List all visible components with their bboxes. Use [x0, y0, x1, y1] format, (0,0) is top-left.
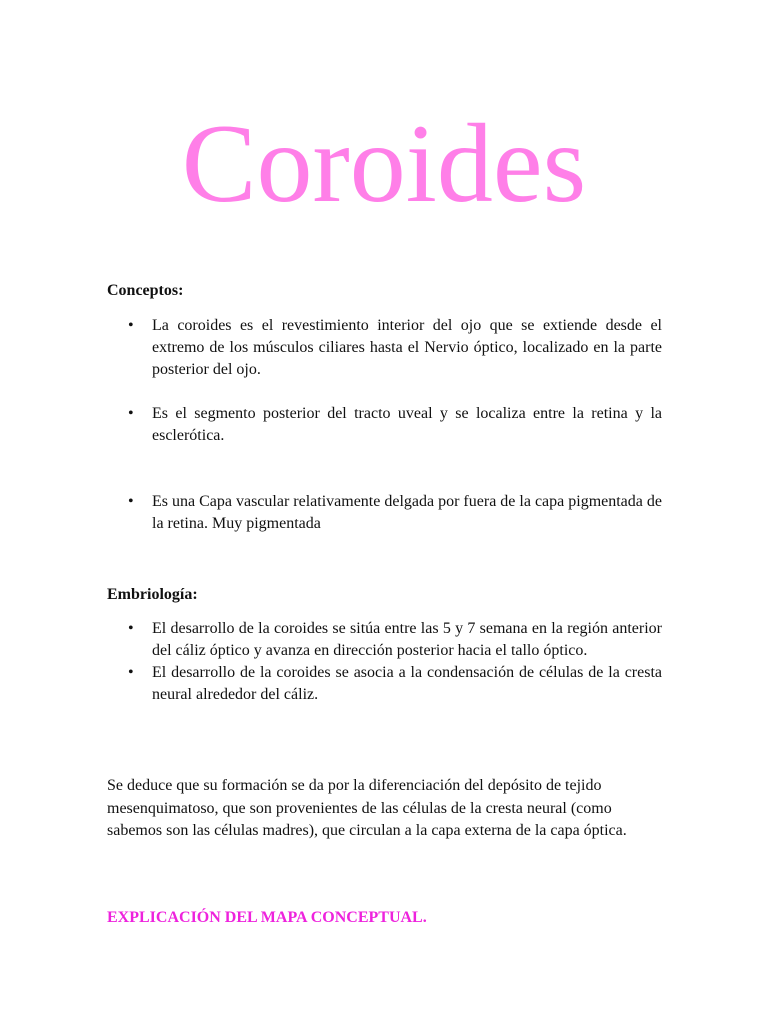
page-title: Coroides: [181, 102, 587, 226]
list-item-text: Es el segmento posterior del tracto uveal y se localiza entre la retina y la esclerótica.: [152, 405, 662, 444]
conclusion-paragraph: Se deduce que su formación se da por la diferenciación del depósito de tejido mesenquimatoso, que son provenientes de las células de la cresta neural (como sabemos son las células madres), que circulan a la capa externa de la capa óptica.: [107, 777, 627, 839]
list-item-text: El desarrollo de la coroides se asocia a la condensación de células de la cresta neural alrededor del cáliz.: [152, 664, 662, 703]
list-item-text: La coroides es el revestimiento interior del ojo que se extiende desde el extremo de los músculos ciliares hasta el Nervio óptico, localizado en la parte posterior del ojo.: [152, 317, 662, 378]
list-item: [107, 618, 662, 662]
list-item: [107, 315, 662, 381]
bullet-icon: •: [128, 620, 134, 637]
embriologia-heading: Embriología:: [107, 586, 198, 603]
bullet-icon: •: [128, 317, 134, 334]
list-item: [107, 662, 662, 706]
embriologia-list: [107, 618, 662, 706]
bullet-icon: •: [128, 405, 134, 422]
list-item: [107, 403, 662, 447]
list-item-text: Es una Capa vascular relativamente delgada por fuera de la capa pigmentada de la retina. Muy pigmentada: [152, 493, 662, 532]
list-item-text: El desarrollo de la coroides se sitúa entre las 5 y 7 semana en la región anterior del cáliz óptico y avanza en dirección posterior hacia el tallo óptico.: [152, 620, 662, 659]
list-item: [107, 491, 662, 535]
conceptos-list: [107, 315, 662, 535]
bullet-icon: •: [128, 664, 134, 681]
mapa-conceptual-heading: EXPLICACIÓN DEL MAPA CONCEPTUAL.: [107, 909, 427, 926]
bullet-icon: •: [128, 493, 134, 510]
conceptos-heading: Conceptos:: [107, 282, 184, 299]
